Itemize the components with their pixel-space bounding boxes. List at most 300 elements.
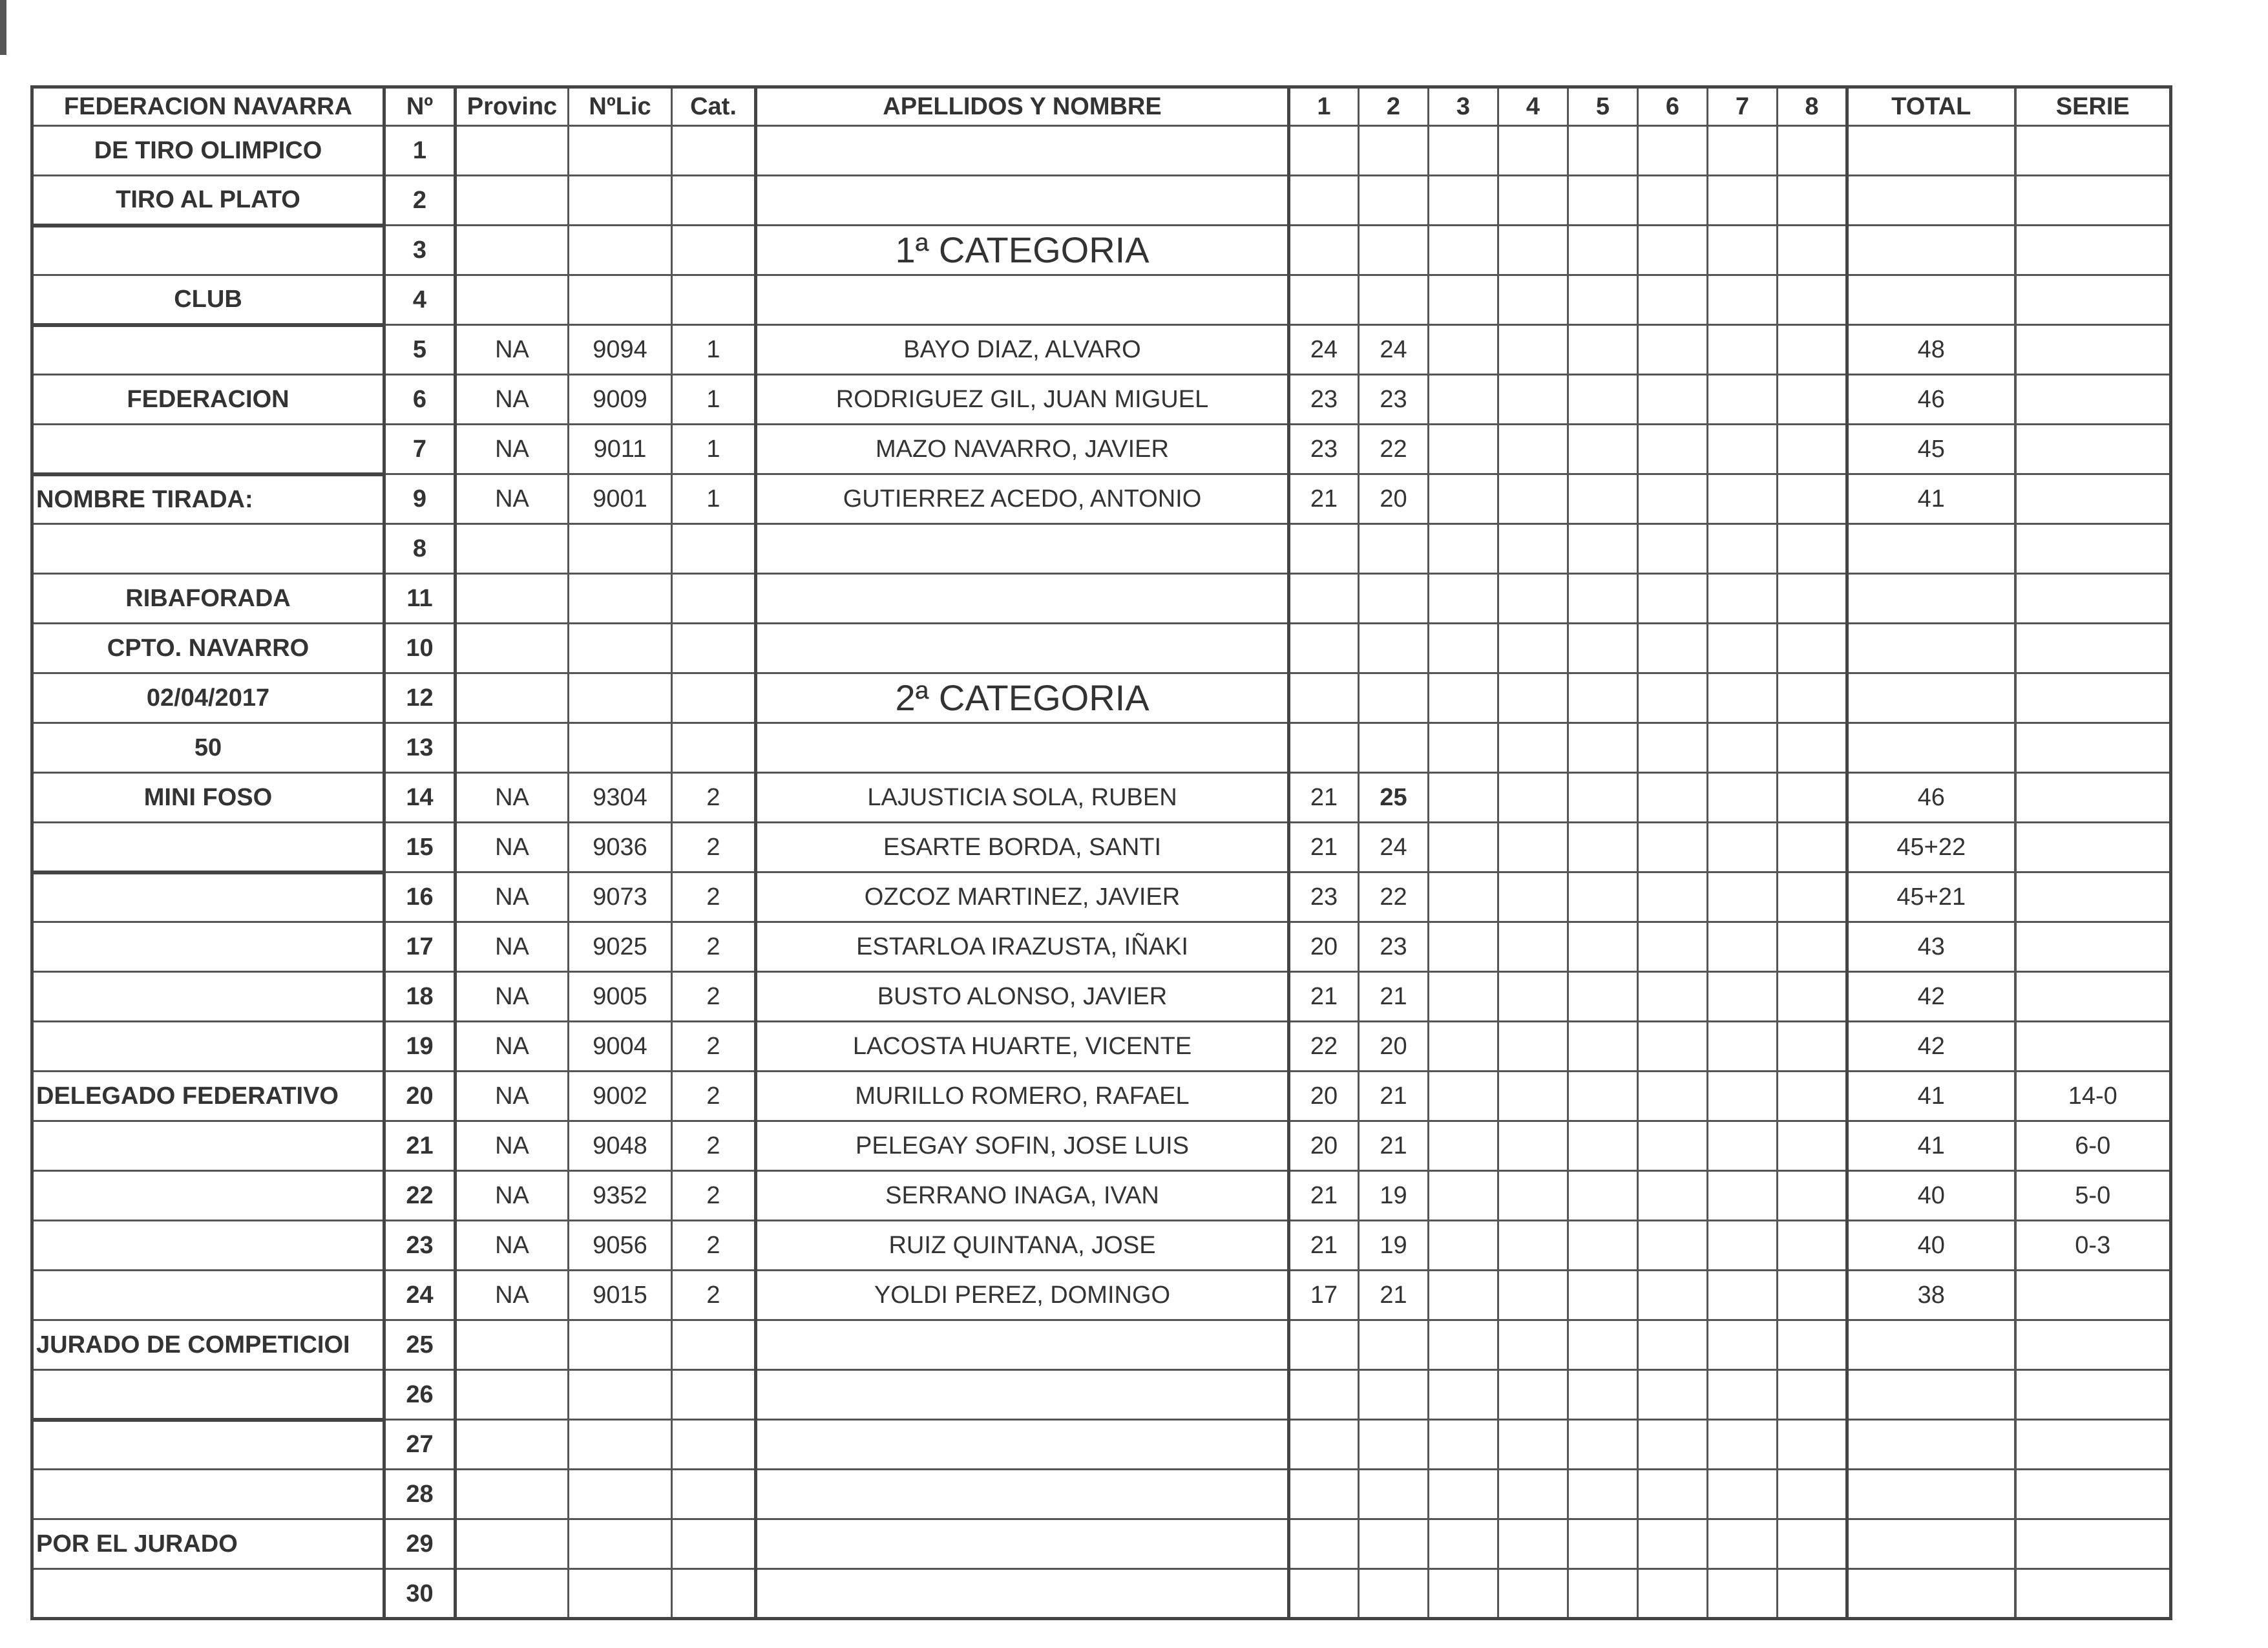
series-1-score — [1289, 723, 1359, 773]
series-4-score — [1498, 1121, 1568, 1171]
row-number: 19 — [384, 1022, 456, 1072]
series-2-score: 22 — [1359, 425, 1429, 474]
series-7-score — [1708, 1470, 1778, 1519]
shooter-name: OZCOZ MARTINEZ, JAVIER — [756, 872, 1289, 922]
table-row — [32, 673, 2171, 723]
series-2-score — [1359, 176, 1429, 226]
province-cell: NA — [456, 773, 569, 823]
series-6-score — [1638, 275, 1708, 325]
sidebar-cell — [32, 1121, 384, 1171]
license-cell: 9011 — [569, 425, 672, 474]
series-6-score — [1638, 1121, 1708, 1171]
series-4-score — [1498, 325, 1568, 375]
shooter-name — [756, 1420, 1289, 1470]
table-row — [32, 1320, 2171, 1370]
series-7-score — [1708, 425, 1778, 474]
license-cell — [569, 1470, 672, 1519]
series-8-score — [1778, 972, 1847, 1022]
license-cell — [569, 1370, 672, 1420]
total-score — [1847, 624, 2015, 673]
series-3-score — [1429, 1470, 1498, 1519]
shooter-name: LACOSTA HUARTE, VICENTE — [756, 1022, 1289, 1072]
serie-result — [2015, 1569, 2171, 1619]
license-cell — [569, 624, 672, 673]
series-6-score — [1638, 126, 1708, 176]
competition-discipline: MINI FOSO — [32, 773, 384, 823]
series-4-score — [1498, 773, 1568, 823]
serie-result — [2015, 1470, 2171, 1519]
total-score: 42 — [1847, 972, 2015, 1022]
license-cell — [569, 723, 672, 773]
shooter-name — [756, 275, 1289, 325]
series-6-score — [1638, 922, 1708, 972]
row-number: 22 — [384, 1171, 456, 1221]
series-7-score — [1708, 226, 1778, 275]
competition-date: 02/04/2017 — [32, 673, 384, 723]
total-score — [1847, 524, 2015, 574]
scan-edge-mark — [0, 0, 6, 55]
category-cell — [672, 126, 756, 176]
row-number: 24 — [384, 1271, 456, 1320]
series-5-score — [1568, 1470, 1638, 1519]
shooter-name: LAJUSTICIA SOLA, RUBEN — [756, 773, 1289, 823]
series-1-score — [1289, 1519, 1359, 1569]
series-4-score — [1498, 723, 1568, 773]
series-7-score — [1708, 1370, 1778, 1420]
series-5-score — [1568, 872, 1638, 922]
series-7-score — [1708, 1121, 1778, 1171]
row-number: 26 — [384, 1370, 456, 1420]
table-row — [32, 922, 2171, 972]
serie-result — [2015, 325, 2171, 375]
series-3-score — [1429, 1022, 1498, 1072]
total-score: 41 — [1847, 474, 2015, 524]
table-row — [32, 624, 2171, 673]
series-7-score — [1708, 1271, 1778, 1320]
series-6-score — [1638, 1519, 1708, 1569]
series-5-score — [1568, 1271, 1638, 1320]
competition-name: CPTO. NAVARRO — [32, 624, 384, 673]
series-3-score — [1429, 773, 1498, 823]
sidebar-cell — [32, 1022, 384, 1072]
series-4-score — [1498, 574, 1568, 624]
series-8-score — [1778, 1370, 1847, 1420]
province-cell — [456, 1569, 569, 1619]
series-2-score: 19 — [1359, 1221, 1429, 1271]
series-7-score — [1708, 1569, 1778, 1619]
series-5-score — [1568, 524, 1638, 574]
category-cell — [672, 1370, 756, 1420]
category-cell: 2 — [672, 1072, 756, 1121]
series-5-score — [1568, 1370, 1638, 1420]
license-cell — [569, 1519, 672, 1569]
table-row — [32, 524, 2171, 574]
province-cell — [456, 1420, 569, 1470]
series-7-score — [1708, 375, 1778, 425]
series-5-score — [1568, 375, 1638, 425]
province-cell — [456, 1320, 569, 1370]
series-5-score — [1568, 574, 1638, 624]
table-row — [32, 574, 2171, 624]
series-4-score — [1498, 176, 1568, 226]
header-name: APELLIDOS Y NOMBRE — [756, 87, 1289, 126]
series-3-score — [1429, 275, 1498, 325]
header-series-8: 8 — [1778, 87, 1847, 126]
series-5-score — [1568, 773, 1638, 823]
table-row — [32, 176, 2171, 226]
serie-result — [2015, 275, 2171, 325]
series-2-score — [1359, 1519, 1429, 1569]
sidebar-cell — [32, 922, 384, 972]
header-category: Cat. — [672, 87, 756, 126]
shooter-name — [756, 624, 1289, 673]
row-number: 17 — [384, 922, 456, 972]
federation-subtitle: DE TIRO OLIMPICO — [32, 126, 384, 176]
sidebar-cell — [32, 1370, 384, 1420]
series-1-score — [1289, 126, 1359, 176]
license-cell — [569, 524, 672, 574]
series-5-score — [1568, 226, 1638, 275]
total-score: 45+22 — [1847, 823, 2015, 872]
serie-result: 0-3 — [2015, 1221, 2171, 1271]
shooter-name: RODRIGUEZ GIL, JUAN MIGUEL — [756, 375, 1289, 425]
series-8-score — [1778, 176, 1847, 226]
license-cell: 9005 — [569, 972, 672, 1022]
license-cell — [569, 226, 672, 275]
total-score: 38 — [1847, 1271, 2015, 1320]
province-cell: NA — [456, 325, 569, 375]
header-license: NºLic — [569, 87, 672, 126]
total-score — [1847, 673, 2015, 723]
series-4-score — [1498, 425, 1568, 474]
row-number: 20 — [384, 1072, 456, 1121]
series-5-score — [1568, 275, 1638, 325]
series-2-score — [1359, 723, 1429, 773]
series-6-score — [1638, 624, 1708, 673]
category-cell: 2 — [672, 972, 756, 1022]
province-cell: NA — [456, 1022, 569, 1072]
header-series-3: 3 — [1429, 87, 1498, 126]
serie-result — [2015, 126, 2171, 176]
row-number: 3 — [384, 226, 456, 275]
series-4-score — [1498, 1221, 1568, 1271]
shooter-name — [756, 723, 1289, 773]
license-cell: 9036 — [569, 823, 672, 872]
series-3-score — [1429, 723, 1498, 773]
series-8-score — [1778, 1420, 1847, 1470]
province-cell: NA — [456, 1121, 569, 1171]
series-1-score — [1289, 1320, 1359, 1370]
federation-title: FEDERACION NAVARRA — [32, 87, 384, 126]
series-7-score — [1708, 1320, 1778, 1370]
sidebar-cell — [32, 1420, 384, 1470]
series-7-score — [1708, 624, 1778, 673]
row-number: 11 — [384, 574, 456, 624]
series-1-score: 21 — [1289, 474, 1359, 524]
serie-result — [2015, 524, 2171, 574]
series-6-score — [1638, 474, 1708, 524]
series-2-score — [1359, 673, 1429, 723]
series-3-score — [1429, 425, 1498, 474]
series-8-score — [1778, 1569, 1847, 1619]
series-1-score — [1289, 1420, 1359, 1470]
results-sheet — [30, 85, 2172, 1620]
series-8-score — [1778, 773, 1847, 823]
series-1-score: 20 — [1289, 1121, 1359, 1171]
series-8-score — [1778, 375, 1847, 425]
series-3-score — [1429, 1171, 1498, 1221]
series-3-score — [1429, 226, 1498, 275]
series-5-score — [1568, 673, 1638, 723]
series-5-score — [1568, 1171, 1638, 1221]
row-number: 15 — [384, 823, 456, 872]
series-6-score — [1638, 773, 1708, 823]
row-number: 13 — [384, 723, 456, 773]
province-cell — [456, 226, 569, 275]
province-cell: NA — [456, 1072, 569, 1121]
series-2-score: 23 — [1359, 922, 1429, 972]
series-6-score — [1638, 574, 1708, 624]
series-3-score — [1429, 1370, 1498, 1420]
province-cell — [456, 275, 569, 325]
series-7-score — [1708, 922, 1778, 972]
series-2-score: 23 — [1359, 375, 1429, 425]
category-cell — [672, 624, 756, 673]
series-7-score — [1708, 1072, 1778, 1121]
category-cell — [672, 723, 756, 773]
shooter-name — [756, 524, 1289, 574]
series-2-score: 20 — [1359, 1022, 1429, 1072]
series-3-score — [1429, 1271, 1498, 1320]
series-7-score — [1708, 325, 1778, 375]
header-row — [32, 87, 2171, 126]
series-3-score — [1429, 624, 1498, 673]
series-3-score — [1429, 872, 1498, 922]
series-8-score — [1778, 723, 1847, 773]
series-8-score — [1778, 126, 1847, 176]
row-number: 16 — [384, 872, 456, 922]
total-score: 45+21 — [1847, 872, 2015, 922]
category-cell — [672, 275, 756, 325]
series-6-score — [1638, 1022, 1708, 1072]
row-number: 23 — [384, 1221, 456, 1271]
sidebar-cell — [32, 325, 384, 375]
shooter-name — [756, 574, 1289, 624]
row-number: 28 — [384, 1470, 456, 1519]
total-score: 42 — [1847, 1022, 2015, 1072]
table-row — [32, 1519, 2171, 1569]
series-4-score — [1498, 275, 1568, 325]
province-cell — [456, 1519, 569, 1569]
series-4-score — [1498, 375, 1568, 425]
series-4-score — [1498, 126, 1568, 176]
series-7-score — [1708, 823, 1778, 872]
series-1-score — [1289, 524, 1359, 574]
header-province: Provinc — [456, 87, 569, 126]
table-row — [32, 823, 2171, 872]
series-6-score — [1638, 176, 1708, 226]
serie-result — [2015, 1320, 2171, 1370]
series-5-score — [1568, 425, 1638, 474]
province-cell — [456, 1470, 569, 1519]
sidebar-cell — [32, 1221, 384, 1271]
serie-result — [2015, 1271, 2171, 1320]
header-series-4: 4 — [1498, 87, 1568, 126]
series-4-score — [1498, 673, 1568, 723]
total-score — [1847, 1470, 2015, 1519]
table-row — [32, 1470, 2171, 1519]
series-2-score: 24 — [1359, 823, 1429, 872]
series-7-score — [1708, 524, 1778, 574]
series-8-score — [1778, 1022, 1847, 1072]
category-cell: 2 — [672, 1121, 756, 1171]
total-score — [1847, 176, 2015, 226]
province-cell — [456, 1370, 569, 1420]
series-6-score — [1638, 1420, 1708, 1470]
header-serie: SERIE — [2015, 87, 2171, 126]
category-cell — [672, 1320, 756, 1370]
row-number: 29 — [384, 1519, 456, 1569]
series-1-score — [1289, 1470, 1359, 1519]
shooter-name — [756, 126, 1289, 176]
license-cell — [569, 1420, 672, 1470]
series-5-score — [1568, 1221, 1638, 1271]
table-row — [32, 1569, 2171, 1619]
series-7-score — [1708, 1022, 1778, 1072]
table-row — [32, 375, 2171, 425]
series-3-score — [1429, 1569, 1498, 1619]
province-cell — [456, 723, 569, 773]
serie-result: 14-0 — [2015, 1072, 2171, 1121]
series-6-score — [1638, 1320, 1708, 1370]
license-cell: 9004 — [569, 1022, 672, 1072]
total-score — [1847, 1370, 2015, 1420]
series-4-score — [1498, 972, 1568, 1022]
shooter-name: BAYO DIAZ, ALVARO — [756, 325, 1289, 375]
series-5-score — [1568, 922, 1638, 972]
series-6-score — [1638, 524, 1708, 574]
series-7-score — [1708, 773, 1778, 823]
series-1-score: 21 — [1289, 773, 1359, 823]
row-number: 12 — [384, 673, 456, 723]
province-cell: NA — [456, 1171, 569, 1221]
total-score — [1847, 126, 2015, 176]
total-score — [1847, 1420, 2015, 1470]
category-cell: 1 — [672, 375, 756, 425]
header-series-6: 6 — [1638, 87, 1708, 126]
series-1-score: 23 — [1289, 872, 1359, 922]
series-1-score — [1289, 226, 1359, 275]
row-number: 9 — [384, 474, 456, 524]
category-cell: 1 — [672, 425, 756, 474]
table-row — [32, 723, 2171, 773]
total-score — [1847, 226, 2015, 275]
shooter-name: YOLDI PEREZ, DOMINGO — [756, 1271, 1289, 1320]
serie-result — [2015, 723, 2171, 773]
series-1-score: 23 — [1289, 425, 1359, 474]
series-2-score — [1359, 1470, 1429, 1519]
total-score — [1847, 723, 2015, 773]
discipline-label: TIRO AL PLATO — [32, 176, 384, 226]
series-8-score — [1778, 1320, 1847, 1370]
category-cell: 2 — [672, 922, 756, 972]
serie-result — [2015, 474, 2171, 524]
license-cell: 9015 — [569, 1271, 672, 1320]
series-8-score — [1778, 1271, 1847, 1320]
series-4-score — [1498, 823, 1568, 872]
series-2-score: 21 — [1359, 1121, 1429, 1171]
category-cell: 1 — [672, 325, 756, 375]
series-5-score — [1568, 1320, 1638, 1370]
series-8-score — [1778, 425, 1847, 474]
series-7-score — [1708, 1420, 1778, 1470]
total-score: 45 — [1847, 425, 2015, 474]
series-1-score — [1289, 1569, 1359, 1619]
series-6-score — [1638, 1271, 1708, 1320]
series-2-score: 24 — [1359, 325, 1429, 375]
license-cell: 9304 — [569, 773, 672, 823]
series-1-score: 24 — [1289, 325, 1359, 375]
table-row — [32, 972, 2171, 1022]
series-6-score — [1638, 226, 1708, 275]
serie-result — [2015, 574, 2171, 624]
serie-result: 5-0 — [2015, 1171, 2171, 1221]
license-cell: 9056 — [569, 1221, 672, 1271]
delegado-label: DELEGADO FEDERATIVO — [32, 1072, 384, 1121]
sidebar-cell — [32, 425, 384, 474]
province-cell: NA — [456, 425, 569, 474]
shooter-name — [756, 1370, 1289, 1420]
series-7-score — [1708, 474, 1778, 524]
license-cell — [569, 1320, 672, 1370]
category-cell: 2 — [672, 1171, 756, 1221]
category-cell: 2 — [672, 823, 756, 872]
serie-result — [2015, 176, 2171, 226]
total-score: 48 — [1847, 325, 2015, 375]
series-2-score — [1359, 1320, 1429, 1370]
license-cell — [569, 126, 672, 176]
header-series-2: 2 — [1359, 87, 1429, 126]
series-2-score — [1359, 126, 1429, 176]
series-8-score — [1778, 325, 1847, 375]
series-7-score — [1708, 275, 1778, 325]
row-number: 10 — [384, 624, 456, 673]
category-cell — [672, 176, 756, 226]
table-row — [32, 1221, 2171, 1271]
category-cell — [672, 673, 756, 723]
total-score — [1847, 574, 2015, 624]
total-score — [1847, 1320, 2015, 1370]
federacion-label: FEDERACION — [32, 375, 384, 425]
table-row — [32, 1121, 2171, 1171]
series-3-score — [1429, 823, 1498, 872]
province-cell: NA — [456, 922, 569, 972]
series-3-score — [1429, 972, 1498, 1022]
series-5-score — [1568, 325, 1638, 375]
row-number: 8 — [384, 524, 456, 574]
license-cell: 9048 — [569, 1121, 672, 1171]
serie-result — [2015, 226, 2171, 275]
series-2-score — [1359, 1420, 1429, 1470]
header-series-5: 5 — [1568, 87, 1638, 126]
series-6-score — [1638, 325, 1708, 375]
table-row — [32, 1072, 2171, 1121]
license-cell — [569, 1569, 672, 1619]
license-cell: 9001 — [569, 474, 672, 524]
series-3-score — [1429, 325, 1498, 375]
series-4-score — [1498, 1072, 1568, 1121]
series-1-score — [1289, 673, 1359, 723]
